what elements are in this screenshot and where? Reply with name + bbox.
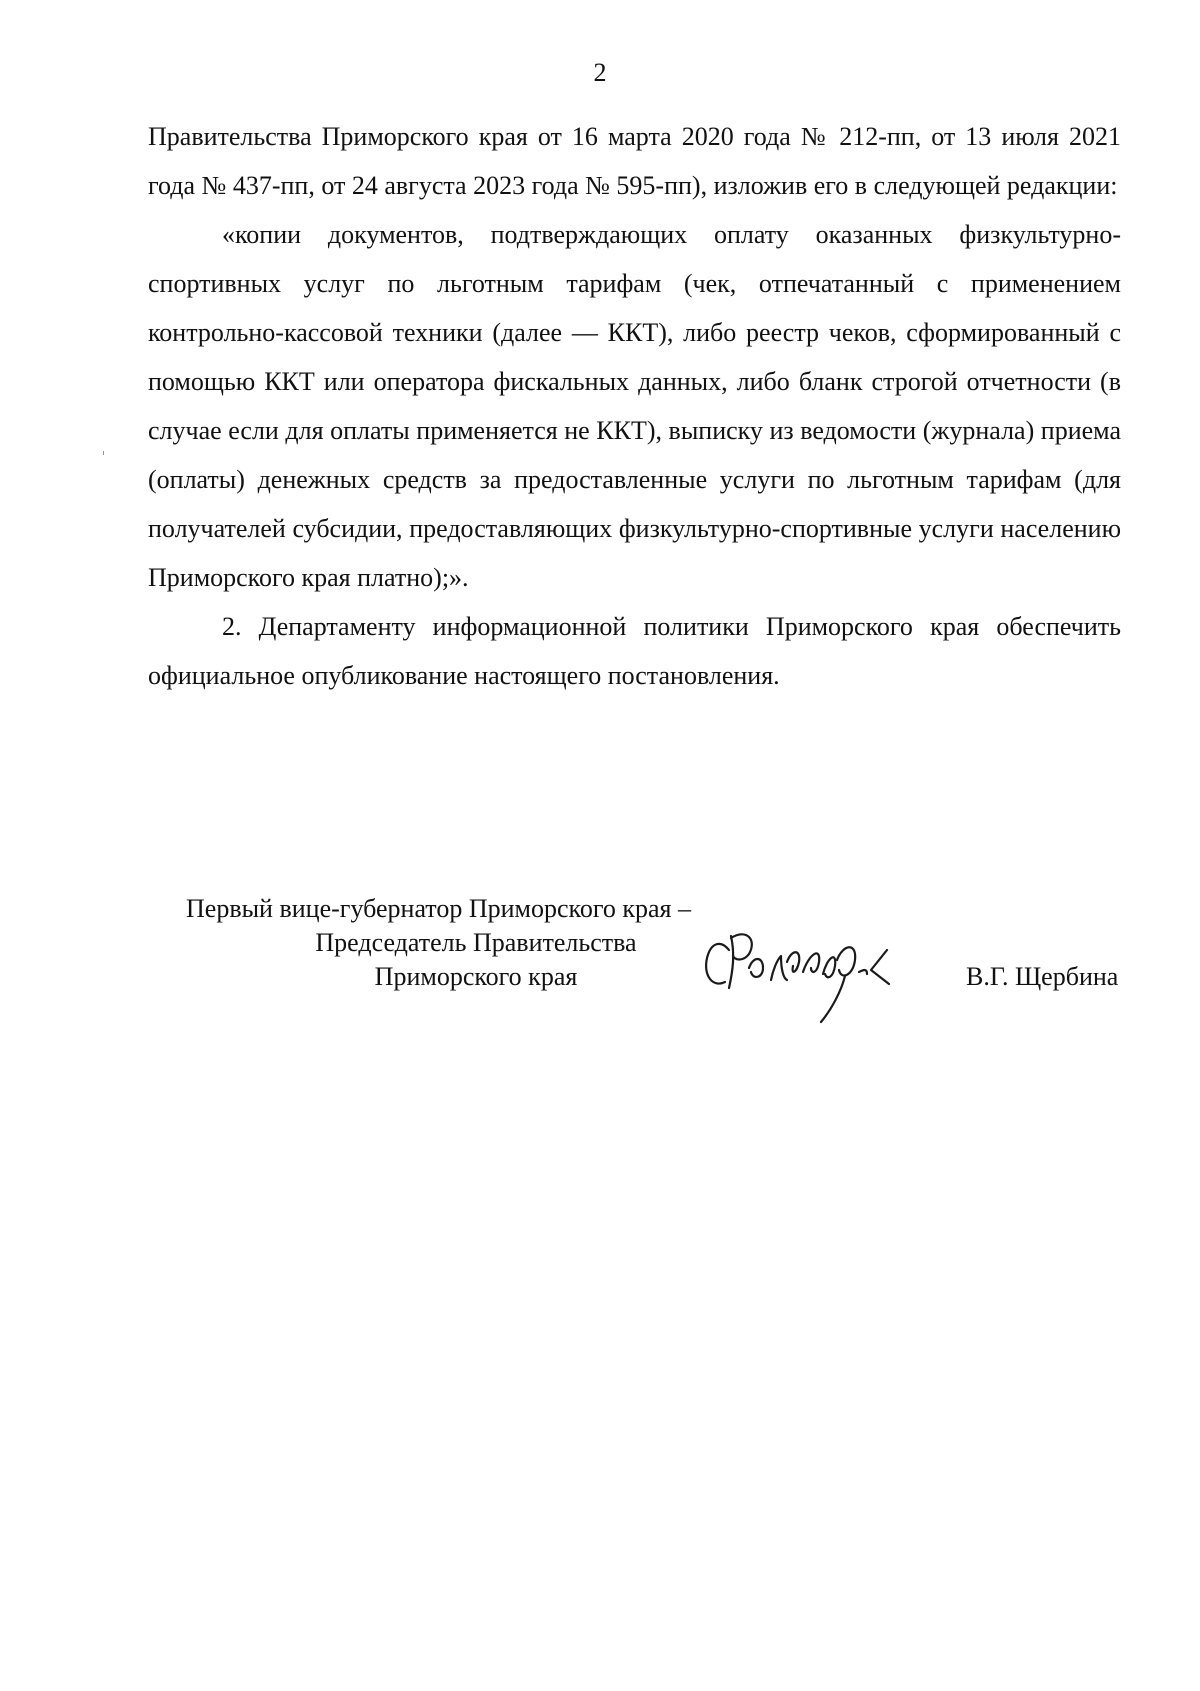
signatory-title-line: Председатель Правительства [315,928,637,957]
signature-block [186,892,1136,1042]
signatory-title [186,892,766,994]
paragraph-quoted-amendment: «копии документов, подтверждающих оплату оказанных физкультурно-спортивных услуг по льготным тарифам (чек, отпечатанный с применением контрольно-кассовой техники (далее — ККТ), либо реестр чеков, сформированный с помощью ККТ или оператора фискальных данных, либо бланк строгой отчетности (в случае если для оплаты применяется не ККТ), выписку из ведомости (журнала) приема (оплаты) денежных средств за предоставленные услуги по льготным тарифам (для получателей субсидии, предоставляющих физкультурно-спортивные услуги населению Приморского края платно);». [148,220,1121,592]
paragraph-item-2: 2. Департаменту информационной политики Приморского края обеспечить официальное опубликование настоящего постановления. [148,612,1121,690]
page-number: 2 [593,58,607,87]
handwritten-signature [691,910,931,1030]
signatory-title-line: Приморского края [374,962,578,991]
scan-mark [103,451,104,455]
signatory-title-line: Первый вице-губернатор Приморского края – [186,894,691,923]
signatory-name: В.Г. Щербина [966,962,1119,991]
paragraph-continuation: Правительства Приморского края от 16 марта 2020 года № 212-пп, от 13 июля 2021 года № 437-пп, от 24 августа 2023 года № 595-пп), изложив его в следующей редакции: [148,122,1121,200]
document-body [148,112,1121,700]
